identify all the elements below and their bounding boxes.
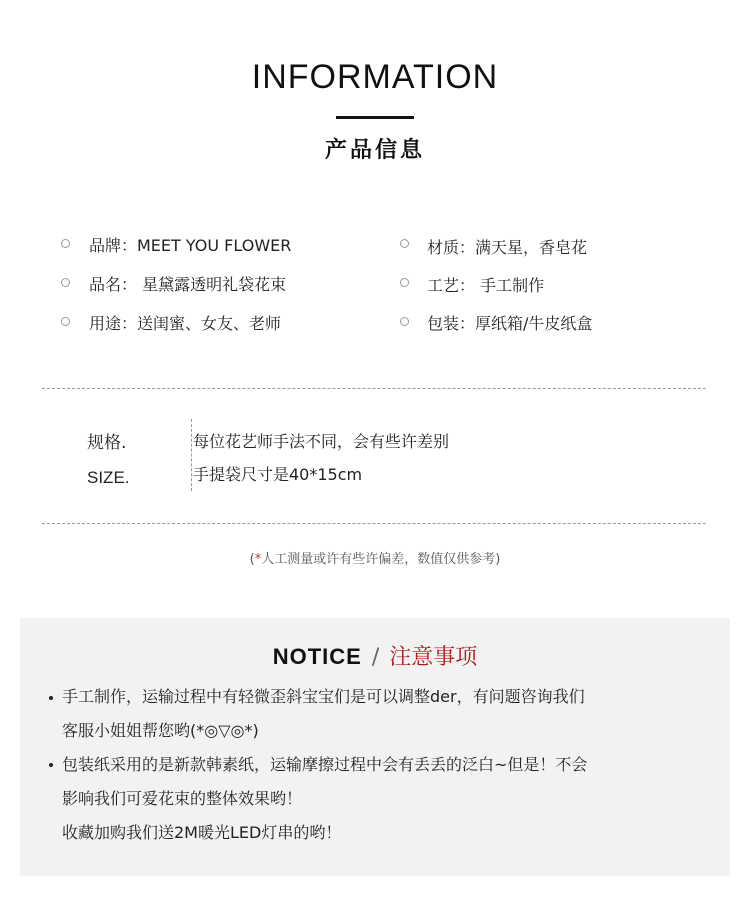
circle-bullet-icon [400,317,409,326]
circle-bullet-icon [61,239,70,248]
size-dimensions: 手提袋尺寸是40*15cm [193,465,363,484]
notice-line: 影响我们可爱花束的整体效果哟！ [62,789,303,808]
notice-bullet-icon [49,696,53,700]
note-asterisk: * [254,552,262,567]
notice-line: 手工制作，运输过程中有轻微歪斜宝宝们是可以调整der，有问题咨询我们 [62,687,585,706]
size-note: 每位花艺师手法不同，会有些许差别 [193,432,450,451]
size-label-en: SIZE. [87,468,130,487]
circle-bullet-icon [61,278,70,287]
dashed-divider [42,523,706,524]
notice-bullet-icon [49,763,53,767]
dashed-divider [42,388,706,389]
section-title-en: INFORMATION [251,58,499,96]
circle-bullet-icon [400,278,409,287]
measurement-note [0,548,750,567]
notice-line: 包装纸采用的是新款韩素纸，运输摩擦过程中会有丢丢的泛白~但是！不会 [62,755,588,774]
section-title-cn: 产品信息 [324,138,425,163]
title-divider [336,116,414,119]
size-label-cn: 规格. [87,433,127,453]
note-text: 人工测量或许有些许偏差，数值仅供参考) [261,552,501,567]
notice-title-cn: 注意事项 [389,645,478,670]
size-divider [191,419,192,491]
notice-heading [20,640,730,671]
notice-line: 客服小姐姐帮您哟(*◎▽◎*) [62,721,259,740]
notice-line: 收藏加购我们送2M暖光LED灯串的哟！ [62,823,342,842]
note-paren: ( [249,552,255,567]
info-material: 材质：满天星，香皂花 [427,238,588,257]
circle-bullet-icon [61,317,70,326]
notice-panel [20,618,730,876]
info-craft: 工艺： 手工制作 [427,276,545,295]
notice-slash: / [371,645,380,670]
info-usage: 用途：送闺蜜、女友、老师 [89,314,282,333]
info-brand: 品牌：MEET YOU FLOWER [89,236,292,255]
circle-bullet-icon [400,239,409,248]
info-package: 包装：厚纸箱/牛皮纸盒 [427,314,593,333]
info-product-name: 品名： 星黛露透明礼袋花束 [89,275,287,294]
notice-title-en: NOTICE [272,644,362,669]
